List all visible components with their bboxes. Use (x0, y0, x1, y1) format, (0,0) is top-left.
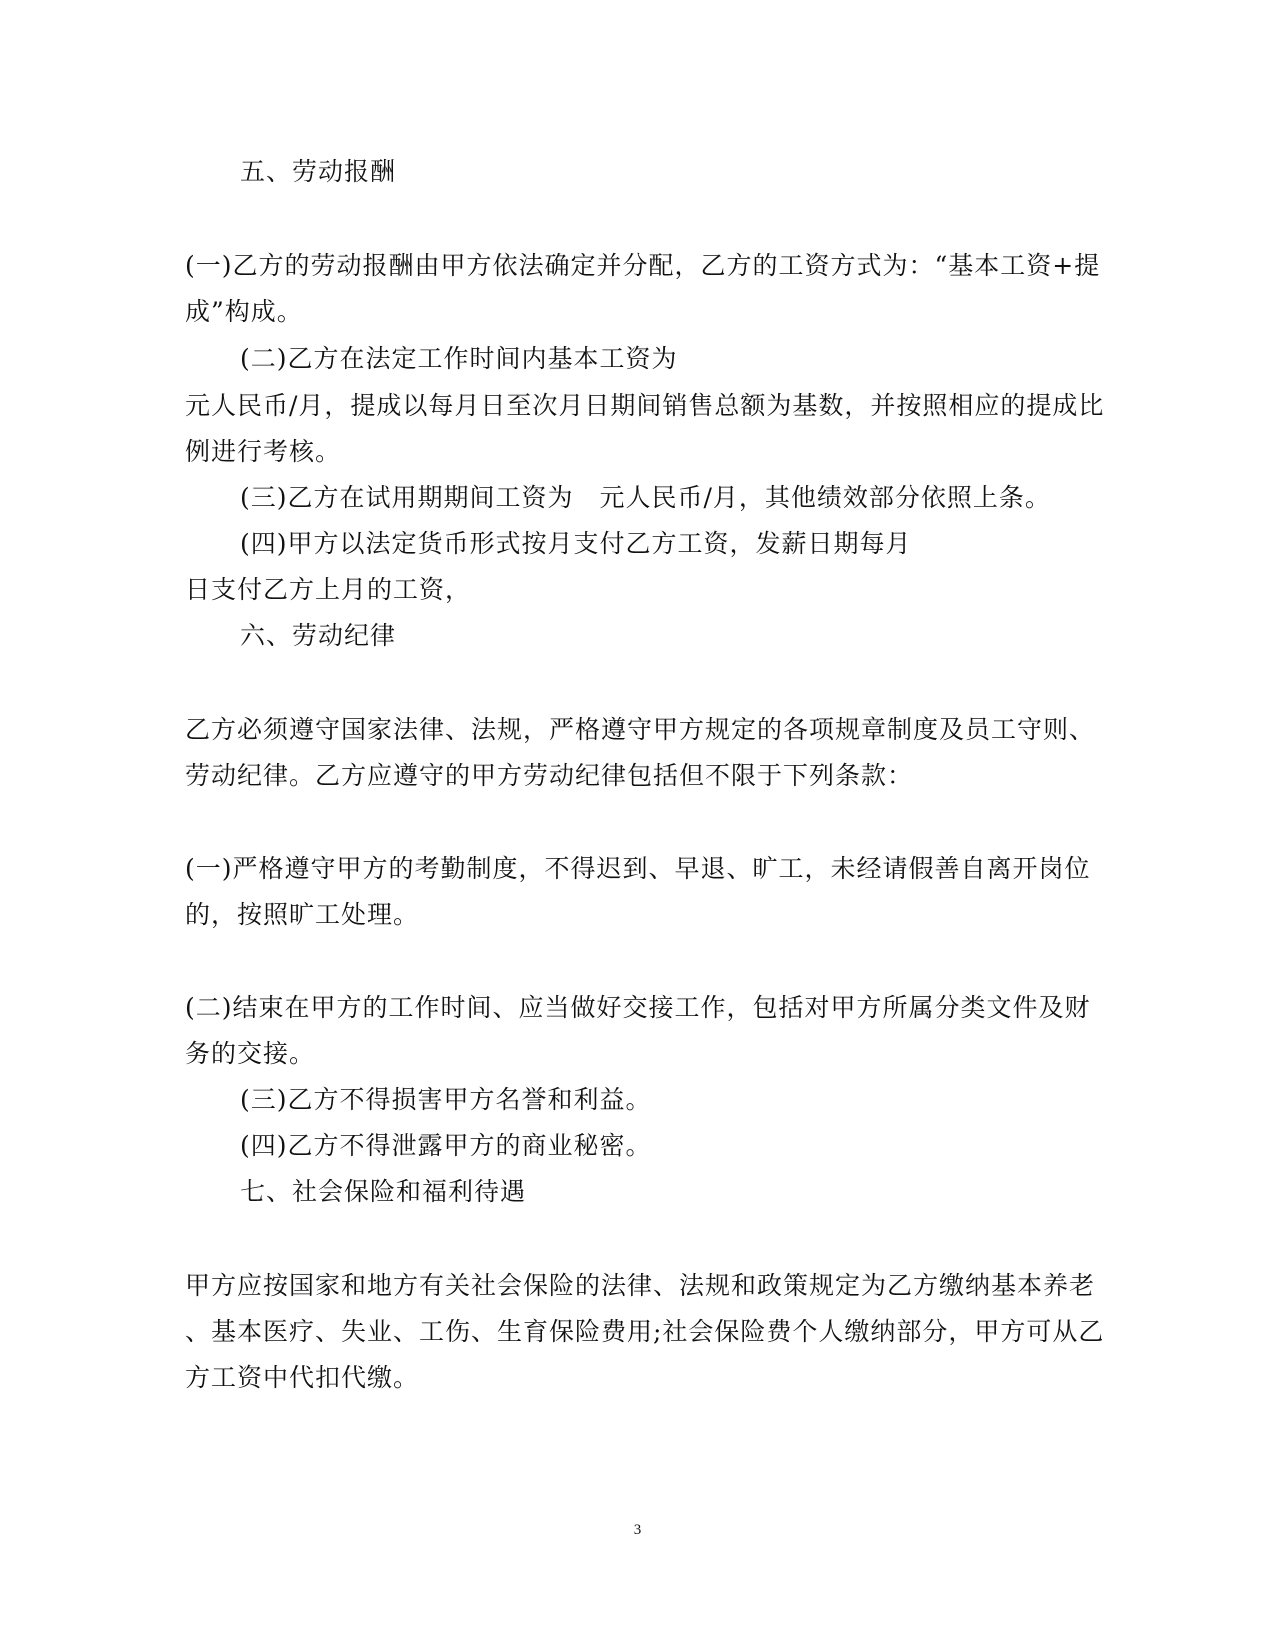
paragraph-line: 的，按照旷工处理。 (185, 900, 420, 929)
section-heading-7: 七、社会保险和福利待遇 (240, 1177, 527, 1206)
paragraph-line: 成”构成。 (185, 297, 303, 326)
page-number: 3 (633, 1522, 642, 1538)
paragraph-line: (三)乙方不得损害甲方名誉和利益。 (240, 1085, 652, 1114)
paragraph-line: (四)甲方以法定货币形式按月支付乙方工资，发薪日期每月 (240, 529, 912, 558)
paragraph-line: 例进行考核。 (185, 437, 342, 466)
paragraph-line: (二)乙方在法定工作时间内基本工资为 (240, 344, 678, 373)
paragraph-line: 、基本医疗、失业、工伤、生育保险费用;社会保险费个人缴纳部分，甲方可从乙 (185, 1317, 1105, 1346)
paragraph-line: 劳动纪律。乙方应遵守的甲方劳动纪律包括但不限于下列条款： (185, 761, 914, 790)
paragraph-line: 元人民币/月，提成以每月日至次月日期间销售总额为基数，并按照相应的提成比 (185, 391, 1105, 420)
paragraph-line: (四)乙方不得泄露甲方的商业秘密。 (240, 1131, 652, 1160)
paragraph-line: (二)结束在甲方的工作时间、应当做好交接工作，包括对甲方所属分类文件及财 (185, 993, 1091, 1022)
paragraph-line: 乙方必须遵守国家法律、法规，严格遵守甲方规定的各项规章制度及员工守则、 (185, 715, 1096, 744)
paragraph-line: 方工资中代扣代缴。 (185, 1363, 420, 1392)
paragraph-line: 日支付乙方上月的工资， (185, 575, 472, 604)
paragraph-line: 务的交接。 (185, 1039, 316, 1068)
section-heading-6: 六、劳动纪律 (240, 621, 397, 650)
paragraph-line: (三)乙方在试用期期间工资为 元人民币/月，其他绩效部分依照上条。 (240, 483, 1051, 512)
section-heading-5: 五、劳动报酬 (240, 157, 397, 186)
paragraph-line: 甲方应按国家和地方有关社会保险的法律、法规和政策规定为乙方缴纳基本养老 (185, 1271, 1096, 1300)
paragraph-line: (一)乙方的劳动报酬由甲方依法确定并分配，乙方的工资方式为：“基本工资+提 (185, 251, 1101, 280)
paragraph-line: (一)严格遵守甲方的考勤制度，不得迟到、早退、旷工，未经请假善自离开岗位 (185, 854, 1091, 883)
